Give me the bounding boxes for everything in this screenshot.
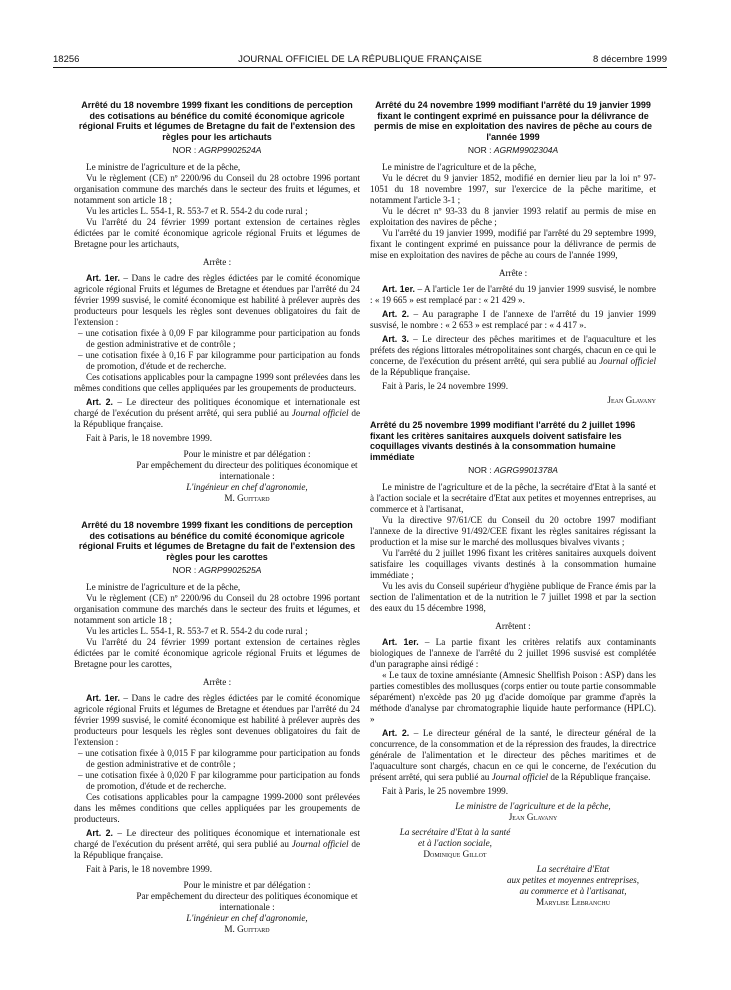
article-label: Art. 3. xyxy=(382,334,409,344)
paragraph: Vu les articles L. 554-1, R. 553-7 et R. 554-2 du code rural ; xyxy=(86,626,308,636)
article-label: Art. 2. xyxy=(86,828,114,838)
paragraph: Vu les articles L. 554-1, R. 553-7 et R. 554-2 du code rural ; xyxy=(86,206,308,216)
signatory-name: Dominique Gillot xyxy=(423,849,487,859)
paragraph: Vu la directive 97/61/CE du Conseil du 20 octobre 1997 modifiant l'annexe de la directive 91/492/CEE fixant les règles sanitaires régissant la production et la mise sur le marché des mollusques bivalves vivants ; xyxy=(370,515,656,547)
signatory-name: M. Guittard xyxy=(224,924,270,934)
paragraph: Vu le décret nº 93-33 du 8 janvier 1993 relatif au permis de mise en exploitation des navires de pêche ; xyxy=(370,206,656,227)
decree-carottes xyxy=(74,520,360,935)
decree-title: Arrêté du 18 novembre 1999 fixant les conditions de perception des cotisations au bénéfice du comité économique agricole régional Fruits et légumes de Bretagne du fait de l'extension des règles pour les carottes xyxy=(78,520,356,562)
signature-minister: Le ministre de l'agriculture et de la pêche, Jean Glavany xyxy=(410,801,656,823)
page-number: 18256 xyxy=(53,54,80,65)
arrete-heading: Arrête : xyxy=(202,677,232,687)
nor-reference: NOR : AGRP9902524A xyxy=(172,145,262,155)
paragraph: Vu les avis du Conseil supérieur d'hygiène publique de France émis par la section de l'alimentation et de la nutrition le 7 juillet 1998 et par la section des eaux du 15 décembre 1998, xyxy=(370,581,656,613)
decree-title: Arrêté du 18 novembre 1999 fixant les conditions de perception des cotisations au bénéfice du comité économique agricole régional Fruits et légumes de Bretagne du fait de l'extension des règles pour les artichauts xyxy=(78,100,356,142)
publication-date: 8 décembre 1999 xyxy=(593,54,667,65)
quoted-paragraph: « Le taux de toxine amnésiante (Amnesic Shellfish Poison : ASP) dans les parties comestibles des mollusques (corps entier ou toute partie consommable séparément) n'excède pas 20 µg d'acide domoïque par gramme d'après la méthode d'analyse par chromatographie liquide haute performance (HPLC). » xyxy=(370,670,657,724)
nor-reference: NOR : AGRM9902304A xyxy=(467,145,559,155)
fait-a-paris: Fait à Paris, le 18 novembre 1999. xyxy=(86,864,213,874)
fait-a-paris: Fait à Paris, le 25 novembre 1999. xyxy=(382,786,509,796)
paragraph: Le ministre de l'agriculture et de la pêche, xyxy=(86,582,241,592)
spacer xyxy=(74,504,360,520)
decree-title: Arrêté du 25 novembre 1999 modifiant l'arrêté du 2 juillet 1996 fixant les critères sanitaires auxquels doivent satisfaire les coquillages vivants destinés à la consommation humaine immédiate xyxy=(370,420,636,462)
paragraph: Ces cotisations applicables pour la campagne 1999 sont prélevées dans les mêmes conditions que celles appliquées par les groupements de producteurs. xyxy=(74,372,360,393)
list-item: – une cotisation fixée à 0,09 F par kilogramme pour participation au fonds de gestion administrative et de contrôle ; xyxy=(78,328,360,349)
paragraph: Ces cotisations applicables pour la campagne 1999-2000 sont prélevées dans les mêmes conditions que celles appliquées par les groupements de producteurs. xyxy=(74,792,360,824)
left-column xyxy=(74,100,360,935)
list-item: – une cotisation fixée à 0,16 F par kilogramme pour participation au fonds de promotion, d'étude et de recherche. xyxy=(78,350,360,371)
decree-coquillages xyxy=(370,420,656,908)
paragraph: Vu le règlement (CE) nº 2200/96 du Conseil du 28 octobre 1996 portant organisation commune des marchés dans le secteur des fruits et légumes, et notamment son article 18 ; xyxy=(74,173,360,205)
article-label: Art. 1er. xyxy=(382,284,415,294)
article-label: Art. 2. xyxy=(382,728,410,738)
article-1: Art. 1er. – Dans le cadre des règles édictées par le comité économique agricole régional Fruits et légumes de Bretagne et étendues par l'arrêté du 24 février 1999 susvisé, le comité économique est habilité à prélever auprès des producteurs pour lesquels les règles sont devenues obligatoires du fait de l'extension : xyxy=(74,693,361,747)
paragraph: Le ministre de l'agriculture et de la pêche, xyxy=(382,162,537,172)
article-2: Art. 2. – Le directeur général de la santé, le directeur général de la concurrence, de la consommation et de la répression des fraudes, la directrice générale de l'alimentation et le directeur des pêches maritimes et de l'aquaculture sont chargés, chacun en ce qui le concerne, de l'exécution du présent arrêté, qui sera publié au Journal officiel de la République française. xyxy=(370,728,656,782)
article-3: Art. 3. – Le directeur des pêches maritimes et de l'aquaculture et les préfets des régions littorales métropolitaines sont chargés, chacun en ce qui le concerne, de l'exécution du présent arrêté, qui sera publié au Journal officiel de la République française. xyxy=(370,334,656,377)
paragraph: Vu le règlement (CE) nº 2200/96 du Conseil du 28 octobre 1996 portant organisation commune des marchés dans le secteur des fruits et légumes, et notamment son article 18 ; xyxy=(74,593,360,625)
decree-navires-peche xyxy=(370,100,656,406)
paragraph: Vu le décret du 9 janvier 1852, modifié en dernier lieu par la loi nº 97-1051 du 18 novembre 1997, sur l'exercice de la pêche maritime, et notamment l'article 3-1 ; xyxy=(370,173,656,205)
right-column xyxy=(370,100,656,908)
signature-pme: La secrétaire d'Etat aux petites et moyennes entreprises, au commerce et à l'artisanat, Marylise Lebranchu xyxy=(490,864,656,908)
signatory-name: Jean Glavany xyxy=(607,395,656,405)
article-2: Art. 2. – Au paragraphe I de l'annexe de l'arrêté du 19 janvier 1999 susvisé, le nombre : « 2 653 » est remplacé par : « 4 417 ». xyxy=(370,309,656,330)
article-label: Art. 1er. xyxy=(382,637,419,647)
signature-block: Pour le ministre et par délégation : Par empêchement du directeur des politiques économique et internationale : L'ingénieur en chef d'agronomie, M. Guittard xyxy=(134,449,360,504)
article-label: Art. 1er. xyxy=(86,693,120,703)
article-label: Art. 2. xyxy=(86,397,114,407)
decree-artichauts xyxy=(74,100,360,504)
article-label: Art. 2. xyxy=(382,309,410,319)
article-1: Art. 1er. – A l'article 1er de l'arrêté du 19 janvier 1999 susvisé, le nombre : « 19 665 » est remplacé par : « 21 429 ». xyxy=(370,284,656,305)
article-2: Art. 2. – Le directeur des politiques économique et internationale est chargé de l'exécution du présent arrêté, qui sera publié au Journal officiel de la République française. xyxy=(74,828,361,860)
article-1: Art. 1er. – Dans le cadre des règles édictées par le comité économique agricole régional Fruits et légumes de Bretagne et étendues par l'arrêté du 24 février 1999 susvisé, le comité économique est habilité à prélever auprès des producteurs pour lesquels les règles sont devenues obligatoires du fait de l'extension : xyxy=(74,273,361,327)
signature-sante: La secrétaire d'Etat à la santé et à l'action sociale, Dominique Gillot xyxy=(370,827,540,860)
signatory-name: Jean Glavany xyxy=(508,812,558,822)
paragraph: Vu l'arrêté du 19 janvier 1999, modifié par l'arrêté du 29 septembre 1999, fixant le contingent exprimé en puissance pour la délivrance de permis de mise en exploitation des navires de pêche au cours de l'année 1999, xyxy=(370,228,656,260)
nor-reference: NOR : AGRG9901378A xyxy=(468,465,558,475)
article-label: Art. 1er. xyxy=(86,273,120,283)
paragraph: Le ministre de l'agriculture et de la pêche, la secrétaire d'Etat à la santé et à l'action sociale et la secrétaire d'Etat aux petites et moyennes entreprises, au commerce et à l'artisanat, xyxy=(370,482,656,514)
signatory-name: Marylise Lebranchu xyxy=(535,897,611,907)
arrete-heading: Arrête : xyxy=(498,268,528,278)
article-1: Art. 1er. – La partie fixant les critères relatifs aux contaminants biologiques de l'annexe de l'arrêté du 2 juillet 1996 susvisé est complétée d'un paragraphe ainsi rédigé : xyxy=(370,637,656,669)
paragraph: Vu l'arrêté du 2 juillet 1996 fixant les critères sanitaires auxquels doivent satisfaire les coquillages vivants destinés à la consommation humaine immédiate ; xyxy=(370,548,656,580)
spacer xyxy=(370,406,656,420)
journal-title: JOURNAL OFFICIEL DE LA RÉPUBLIQUE FRANÇAISE xyxy=(238,54,482,65)
nor-code: AGRP9902524A xyxy=(198,145,262,155)
fait-a-paris: Fait à Paris, le 24 novembre 1999. xyxy=(382,381,509,391)
article-2: Art. 2. – Le directeur des politiques économique et internationale est chargé de l'exécution du présent arrêté, qui sera publié au Journal officiel de la République française. xyxy=(74,397,361,429)
nor-code: AGRM9902304A xyxy=(493,145,559,155)
header-rule xyxy=(53,67,667,68)
nor-code: AGRG9901378A xyxy=(494,465,558,475)
arretent-heading: Arrêtent : xyxy=(495,621,531,631)
list-item: – une cotisation fixée à 0,015 F par kilogramme pour participation au fonds de gestion administrative et de contrôle ; xyxy=(78,748,360,769)
paragraph: Le ministre de l'agriculture et de la pêche, xyxy=(86,162,241,172)
signatory-name: M. Guittard xyxy=(224,493,270,503)
fait-a-paris: Fait à Paris, le 18 novembre 1999. xyxy=(86,433,213,443)
signature-block: Pour le ministre et par délégation : Par empêchement du directeur des politiques économique et internationale : L'ingénieur en chef d'agronomie, M. Guittard xyxy=(134,880,360,935)
nor-reference: NOR : AGRP9902525A xyxy=(172,565,262,575)
nor-code: AGRP9902525A xyxy=(198,565,262,575)
paragraph: Vu l'arrêté du 24 février 1999 portant extension de certaines règles édictées par le comité économique agricole régional Fruits et légumes de Bretagne pour les artichauts, xyxy=(74,217,360,249)
page-header xyxy=(53,54,667,66)
list-item: – une cotisation fixée à 0,020 F par kilogramme pour participation au fonds de promotion, d'étude et de recherche. xyxy=(78,770,360,791)
arrete-heading: Arrête : xyxy=(202,257,232,267)
decree-title: Arrêté du 24 novembre 1999 modifiant l'arrêté du 19 janvier 1999 fixant le contingent exprimé en puissance pour la délivrance de permis de mise en exploitation des navires de pêche au cours de l'année 1999 xyxy=(373,100,653,142)
paragraph: Vu l'arrêté du 24 février 1999 portant extension de certaines règles édictées par le comité économique agricole régional Fruits et légumes de Bretagne pour les carottes, xyxy=(74,637,360,669)
